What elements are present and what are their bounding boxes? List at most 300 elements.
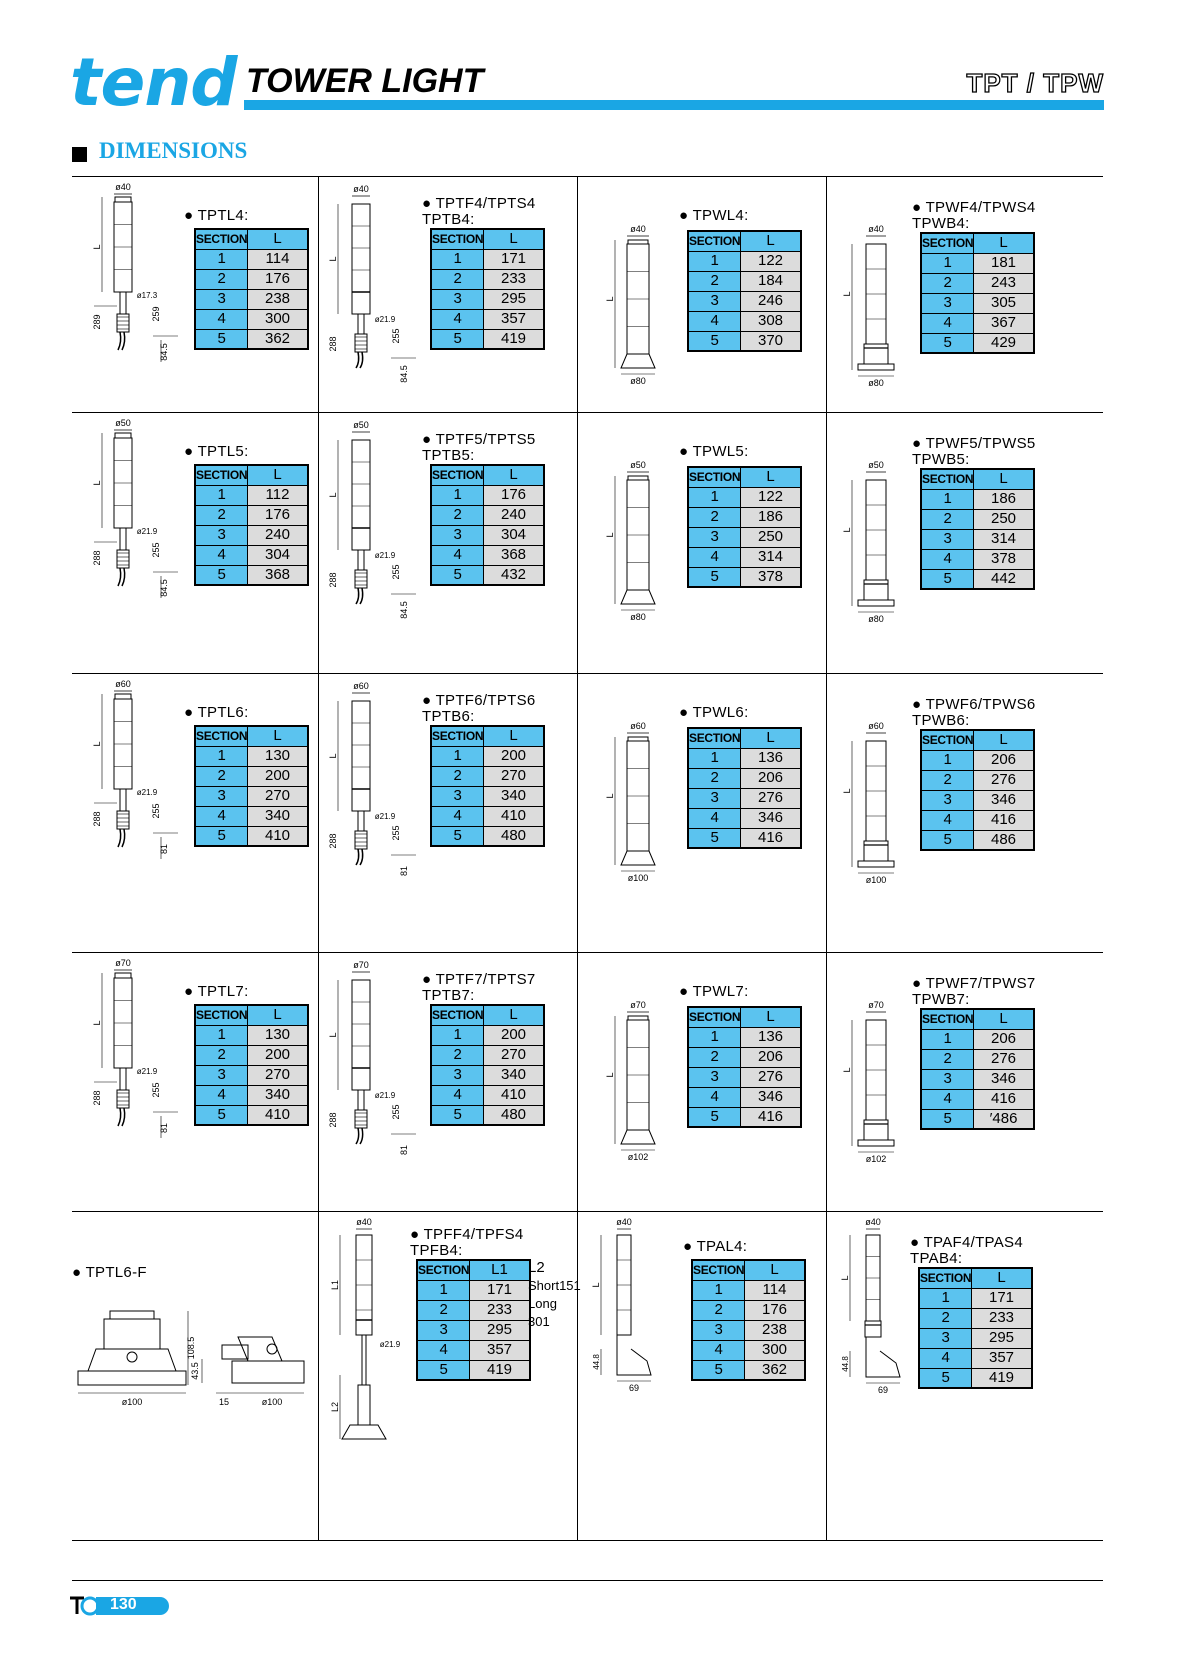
tower-drawing (92, 416, 206, 626)
table-row (431, 746, 544, 766)
dimension-table (918, 1267, 1033, 1389)
section-number: 3 (688, 291, 741, 311)
length-header: L (484, 726, 544, 746)
table-row (921, 569, 1034, 589)
stem-diameter-label: ø21.9 (374, 315, 396, 324)
section-number: 5 (431, 329, 484, 349)
table-header-row (431, 465, 544, 485)
table-row (688, 547, 801, 567)
length-value: 276 (974, 770, 1034, 790)
length-label: 69 (877, 1385, 889, 1395)
length-value: 200 (484, 1025, 544, 1045)
dimension-table (430, 464, 545, 586)
section-header: SECTION (195, 465, 248, 485)
section-number: 5 (195, 826, 248, 846)
stem-diameter-label: ø21.9 (136, 1067, 158, 1076)
length-label: 288 (92, 811, 102, 827)
length-value: 416 (974, 810, 1034, 830)
length-value: 184 (741, 271, 801, 291)
table-header-row (921, 233, 1034, 253)
diameter-label: ø40 (868, 224, 884, 234)
table-row (919, 1328, 1032, 1348)
length-header: L (484, 229, 544, 249)
model-cell (826, 1211, 1081, 1531)
bullet-icon: ● (184, 704, 198, 721)
length-value: 206 (741, 768, 801, 788)
length-label: L (842, 788, 852, 794)
length-label: 255 (151, 542, 161, 558)
length-label: L (328, 492, 338, 498)
section-number: 4 (195, 806, 248, 826)
tower-drawing (328, 679, 442, 899)
length-label: L (605, 532, 615, 538)
length-label: 81 (399, 1144, 409, 1156)
length-label: 84.5 (399, 365, 409, 383)
length-value: 246 (741, 291, 801, 311)
dimension-table (920, 468, 1035, 590)
length-value: 432 (484, 565, 544, 585)
length-value: 410 (248, 1105, 308, 1125)
length-value: 240 (248, 525, 308, 545)
tower-drawing (92, 677, 206, 887)
model-name-text: TPTL5: (197, 443, 249, 460)
tower-drawing (328, 958, 442, 1178)
length-value: 346 (741, 808, 801, 828)
length-label: 255 (391, 825, 401, 841)
section-number: 4 (692, 1340, 745, 1360)
section-number: 2 (688, 271, 741, 291)
section-header: SECTION (195, 1005, 248, 1025)
section-header: SECTION (921, 233, 974, 253)
length-label: 255 (151, 803, 161, 819)
table-row (195, 289, 308, 309)
length-label: L (591, 1282, 601, 1288)
length-label: L (605, 793, 615, 799)
section-number: 2 (195, 505, 248, 525)
model-name-text: TPTL6: (197, 704, 249, 721)
table-header-row (688, 728, 801, 748)
stem-diameter-label: ø17.3 (136, 291, 158, 300)
dimensions-grid (72, 176, 1103, 1540)
table-header-row (195, 726, 308, 746)
length-value: 238 (248, 289, 308, 309)
table-row (688, 291, 801, 311)
table-row (688, 311, 801, 331)
length-label: L (842, 1067, 852, 1073)
length-value: 295 (484, 289, 544, 309)
length-value: 305 (974, 293, 1034, 313)
section-number: 3 (692, 1320, 745, 1340)
length-value: 114 (745, 1280, 805, 1300)
bullet-icon: ● (683, 1238, 697, 1255)
section-header: SECTION (688, 467, 741, 487)
section-number: 4 (195, 545, 248, 565)
table-row (919, 1308, 1032, 1328)
length-value: 295 (470, 1320, 530, 1340)
diameter-label: ø50 (353, 420, 369, 430)
dimension-table (416, 1259, 531, 1381)
section-number: 3 (688, 788, 741, 808)
length-header: L1 (470, 1260, 530, 1280)
length-value: 314 (974, 529, 1034, 549)
length-header: L (974, 469, 1034, 489)
length-value: 186 (974, 489, 1034, 509)
section-number: 5 (431, 565, 484, 585)
table-row (688, 808, 801, 828)
table-row (692, 1300, 805, 1320)
diameter-label: ø70 (115, 958, 131, 968)
length-value: 122 (741, 251, 801, 271)
section-header: SECTION (919, 1268, 972, 1288)
table-row (431, 1045, 544, 1065)
bullet-icon: ● (679, 207, 693, 224)
table-row (921, 810, 1034, 830)
tower-drawing (607, 998, 697, 1198)
length-label: 288 (328, 1112, 338, 1128)
length-label: 288 (92, 550, 102, 566)
table-row (921, 293, 1034, 313)
l2-label: L2 (528, 1259, 545, 1276)
series-label: TPT / TPW (966, 68, 1104, 98)
length-value: 276 (741, 1067, 801, 1087)
section-number: 3 (921, 790, 974, 810)
dimension-table (194, 725, 309, 847)
model-name (683, 1239, 747, 1255)
section-number: 1 (431, 1025, 484, 1045)
model-cell (318, 1211, 581, 1531)
table-row (195, 309, 308, 329)
section-number: 3 (195, 1065, 248, 1085)
section-number: 4 (195, 1085, 248, 1105)
table-row (692, 1280, 805, 1300)
model-name (410, 1227, 524, 1259)
model-name-text: TPTL4: (197, 207, 249, 224)
section-number: 2 (921, 770, 974, 790)
length-value: 304 (248, 545, 308, 565)
length-header: L (745, 1260, 805, 1280)
length-label: L (92, 1020, 102, 1026)
table-row (688, 1047, 801, 1067)
length-value: 200 (248, 766, 308, 786)
section-number: 2 (431, 1045, 484, 1065)
table-row (431, 249, 544, 269)
length-value: 314 (741, 547, 801, 567)
length-value: 233 (484, 269, 544, 289)
table-row (688, 748, 801, 768)
table-row (688, 1107, 801, 1127)
stem-diameter-label: ø21.9 (374, 812, 396, 821)
length-value: 206 (741, 1047, 801, 1067)
dimension-table (687, 1006, 802, 1128)
base-diameter-label: ø80 (868, 378, 884, 388)
length-label: L (92, 741, 102, 747)
section-number: 3 (431, 289, 484, 309)
bullet-icon: ● (912, 696, 926, 713)
length-value: 270 (484, 766, 544, 786)
dimension-table (687, 466, 802, 588)
section-number: 3 (919, 1328, 972, 1348)
section-number: 1 (431, 746, 484, 766)
table-header-row (431, 1005, 544, 1025)
footer-rule (72, 1580, 1103, 1581)
table-row (688, 487, 801, 507)
length-value: 410 (484, 1085, 544, 1105)
section-number: 5 (692, 1360, 745, 1380)
model-name-text: TPWF6/TPWS6 TPWB6: (912, 696, 1036, 729)
length-value: 171 (972, 1288, 1032, 1308)
section-number: 2 (688, 1047, 741, 1067)
section-number: 2 (431, 269, 484, 289)
table-row (921, 313, 1034, 333)
stem-diameter-label: ø21.9 (374, 1091, 396, 1100)
length-value: 171 (470, 1280, 530, 1300)
table-row (431, 269, 544, 289)
tower-drawing (840, 1215, 930, 1415)
table-row (921, 549, 1034, 569)
section-header: SECTION (921, 730, 974, 750)
section-header: SECTION (431, 726, 484, 746)
table-header-row (195, 229, 308, 249)
length-value: 340 (248, 1085, 308, 1105)
tower-drawing (328, 1215, 418, 1465)
dimension-table (194, 228, 309, 350)
table-row (195, 1025, 308, 1045)
stem-diameter-label: ø21.9 (136, 527, 158, 536)
table-row (195, 565, 308, 585)
length-header: L (974, 233, 1034, 253)
table-row (688, 567, 801, 587)
table-row (431, 1065, 544, 1085)
length-value: 357 (972, 1348, 1032, 1368)
section-number: 2 (921, 509, 974, 529)
section-number: 5 (195, 329, 248, 349)
length-value: 480 (484, 826, 544, 846)
table-header-row (195, 465, 308, 485)
length-value: 357 (484, 309, 544, 329)
length-value: 243 (974, 273, 1034, 293)
length-value: 346 (974, 1069, 1034, 1089)
dimension-table (430, 725, 545, 847)
diameter-label: ø40 (356, 1217, 372, 1227)
section-header: SECTION (431, 465, 484, 485)
bullet-icon: ● (912, 199, 926, 216)
table-header-row (417, 1260, 530, 1280)
table-header-row (431, 229, 544, 249)
table-row (431, 545, 544, 565)
section-number: 1 (921, 489, 974, 509)
table-row (431, 505, 544, 525)
section-number: 1 (919, 1288, 972, 1308)
table-row (921, 1029, 1034, 1049)
table-row (921, 1069, 1034, 1089)
section-number: 4 (195, 309, 248, 329)
table-header-row (688, 467, 801, 487)
table-row (195, 746, 308, 766)
tower-drawing (328, 418, 442, 638)
length-value: 308 (741, 311, 801, 331)
model-name-text: TPWL6: (692, 704, 749, 721)
length-value: 270 (248, 1065, 308, 1085)
section-header: SECTION (431, 229, 484, 249)
table-row (195, 505, 308, 525)
model-name-text: TPTF4/TPTS4 TPTB4: (422, 195, 536, 228)
table-row (431, 329, 544, 349)
length-value: 233 (972, 1308, 1032, 1328)
length-value: 112 (248, 485, 308, 505)
section-number: 5 (921, 1109, 974, 1129)
table-row (195, 806, 308, 826)
section-number: 1 (417, 1280, 470, 1300)
length-header: L (741, 231, 801, 251)
length-header: L (248, 1005, 308, 1025)
length-value: 130 (248, 1025, 308, 1045)
section-number: 4 (688, 808, 741, 828)
dimension-table (194, 464, 309, 586)
table-row (688, 768, 801, 788)
table-row (921, 1109, 1034, 1129)
section-number: 3 (431, 1065, 484, 1085)
length-label: L (842, 527, 852, 533)
table-row (431, 525, 544, 545)
table-row (431, 766, 544, 786)
tower-drawing (607, 719, 697, 919)
section-number: 3 (921, 529, 974, 549)
length-value: 480 (484, 1105, 544, 1125)
length-label: L (842, 291, 852, 297)
section-number: 1 (195, 746, 248, 766)
length-label: L (605, 296, 615, 302)
diameter-label: ø40 (115, 182, 131, 192)
table-row (195, 329, 308, 349)
length-value: 340 (484, 786, 544, 806)
section-header: SECTION (921, 1009, 974, 1029)
section-number: 3 (431, 525, 484, 545)
length-label: L2 (330, 1401, 340, 1413)
section-number: 5 (688, 331, 741, 351)
section-header: SECTION (688, 1007, 741, 1027)
table-row (417, 1340, 530, 1360)
length-header: L (248, 229, 308, 249)
table-row (688, 1027, 801, 1047)
length-value: 368 (248, 565, 308, 585)
length-label: 108.5 (186, 1336, 196, 1360)
table-row (431, 1105, 544, 1125)
diameter-label: ø60 (115, 679, 131, 689)
model-name-text: TPWL7: (692, 983, 749, 1000)
length-value: 136 (741, 1027, 801, 1047)
section-header: SECTION (417, 1260, 470, 1280)
length-value: 410 (484, 806, 544, 826)
length-value: 206 (974, 1029, 1034, 1049)
length-header: L (974, 1009, 1034, 1029)
tower-drawing (607, 458, 697, 658)
table-row (688, 271, 801, 291)
section-number: 4 (921, 810, 974, 830)
length-value: 429 (974, 333, 1034, 353)
section-header: SECTION (688, 231, 741, 251)
table-row (688, 527, 801, 547)
diameter-label: ø70 (353, 960, 369, 970)
section-number: 2 (692, 1300, 745, 1320)
length-value: 176 (484, 485, 544, 505)
table-row (431, 485, 544, 505)
diameter-label: ø70 (630, 1000, 646, 1010)
section-header: SECTION (195, 229, 248, 249)
length-value: 200 (484, 746, 544, 766)
model-name-text: TPFF4/TPFS4 TPFB4: (410, 1226, 524, 1259)
table-row (919, 1348, 1032, 1368)
diameter-label: ø60 (353, 681, 369, 691)
table-header-row (692, 1260, 805, 1280)
length-label: L1 (330, 1279, 340, 1291)
length-label: 288 (328, 833, 338, 849)
length-label: 289 (92, 314, 102, 330)
section-number: 4 (431, 309, 484, 329)
base-diameter-label: ø80 (630, 376, 646, 386)
section-number: 1 (692, 1280, 745, 1300)
length-value: 410 (248, 826, 308, 846)
table-row (417, 1300, 530, 1320)
tower-drawing (591, 1215, 681, 1415)
length-header: L (741, 1007, 801, 1027)
table-row (431, 309, 544, 329)
section-number: 3 (195, 289, 248, 309)
tower-drawing (92, 956, 206, 1166)
stem-diameter-label: ø21.9 (374, 551, 396, 560)
section-number: 5 (417, 1360, 470, 1380)
length-value: 419 (972, 1368, 1032, 1388)
table-row (195, 1085, 308, 1105)
table-row (921, 770, 1034, 790)
table-row (921, 830, 1034, 850)
section-number: 2 (431, 505, 484, 525)
model-name-text: TPAF4/TPAS4 TPAB4: (910, 1234, 1024, 1267)
model-name-text: TPTL7: (197, 983, 249, 1000)
section-title: DIMENSIONS (99, 138, 248, 163)
dimension-table (920, 232, 1035, 354)
bullet-icon: ● (422, 971, 436, 988)
section-number: 2 (195, 766, 248, 786)
diameter-label: ø40 (630, 224, 646, 234)
table-row (921, 273, 1034, 293)
length-label: 255 (391, 328, 401, 344)
section-number: 1 (431, 485, 484, 505)
length-label: 288 (328, 336, 338, 352)
length-header: L (484, 465, 544, 485)
section-number: 4 (431, 545, 484, 565)
table-row (431, 565, 544, 585)
section-number: 1 (688, 1027, 741, 1047)
length-label: 84.5 (159, 343, 169, 361)
length-label: L (840, 1275, 850, 1281)
table-row (195, 826, 308, 846)
length-value: 200 (248, 1045, 308, 1065)
table-row (688, 828, 801, 848)
bullet-icon: ● (912, 975, 926, 992)
section-number: 4 (431, 1085, 484, 1105)
table-header-row (431, 726, 544, 746)
table-row (921, 509, 1034, 529)
length-label: 81 (399, 865, 409, 877)
section-header: SECTION (692, 1260, 745, 1280)
base-diameter-label: ø102 (865, 1154, 887, 1164)
table-header-row (688, 1007, 801, 1027)
table-row (688, 788, 801, 808)
length-value: 416 (741, 828, 801, 848)
section-number: 1 (688, 748, 741, 768)
table-row (195, 1105, 308, 1125)
length-header: L (484, 1005, 544, 1025)
